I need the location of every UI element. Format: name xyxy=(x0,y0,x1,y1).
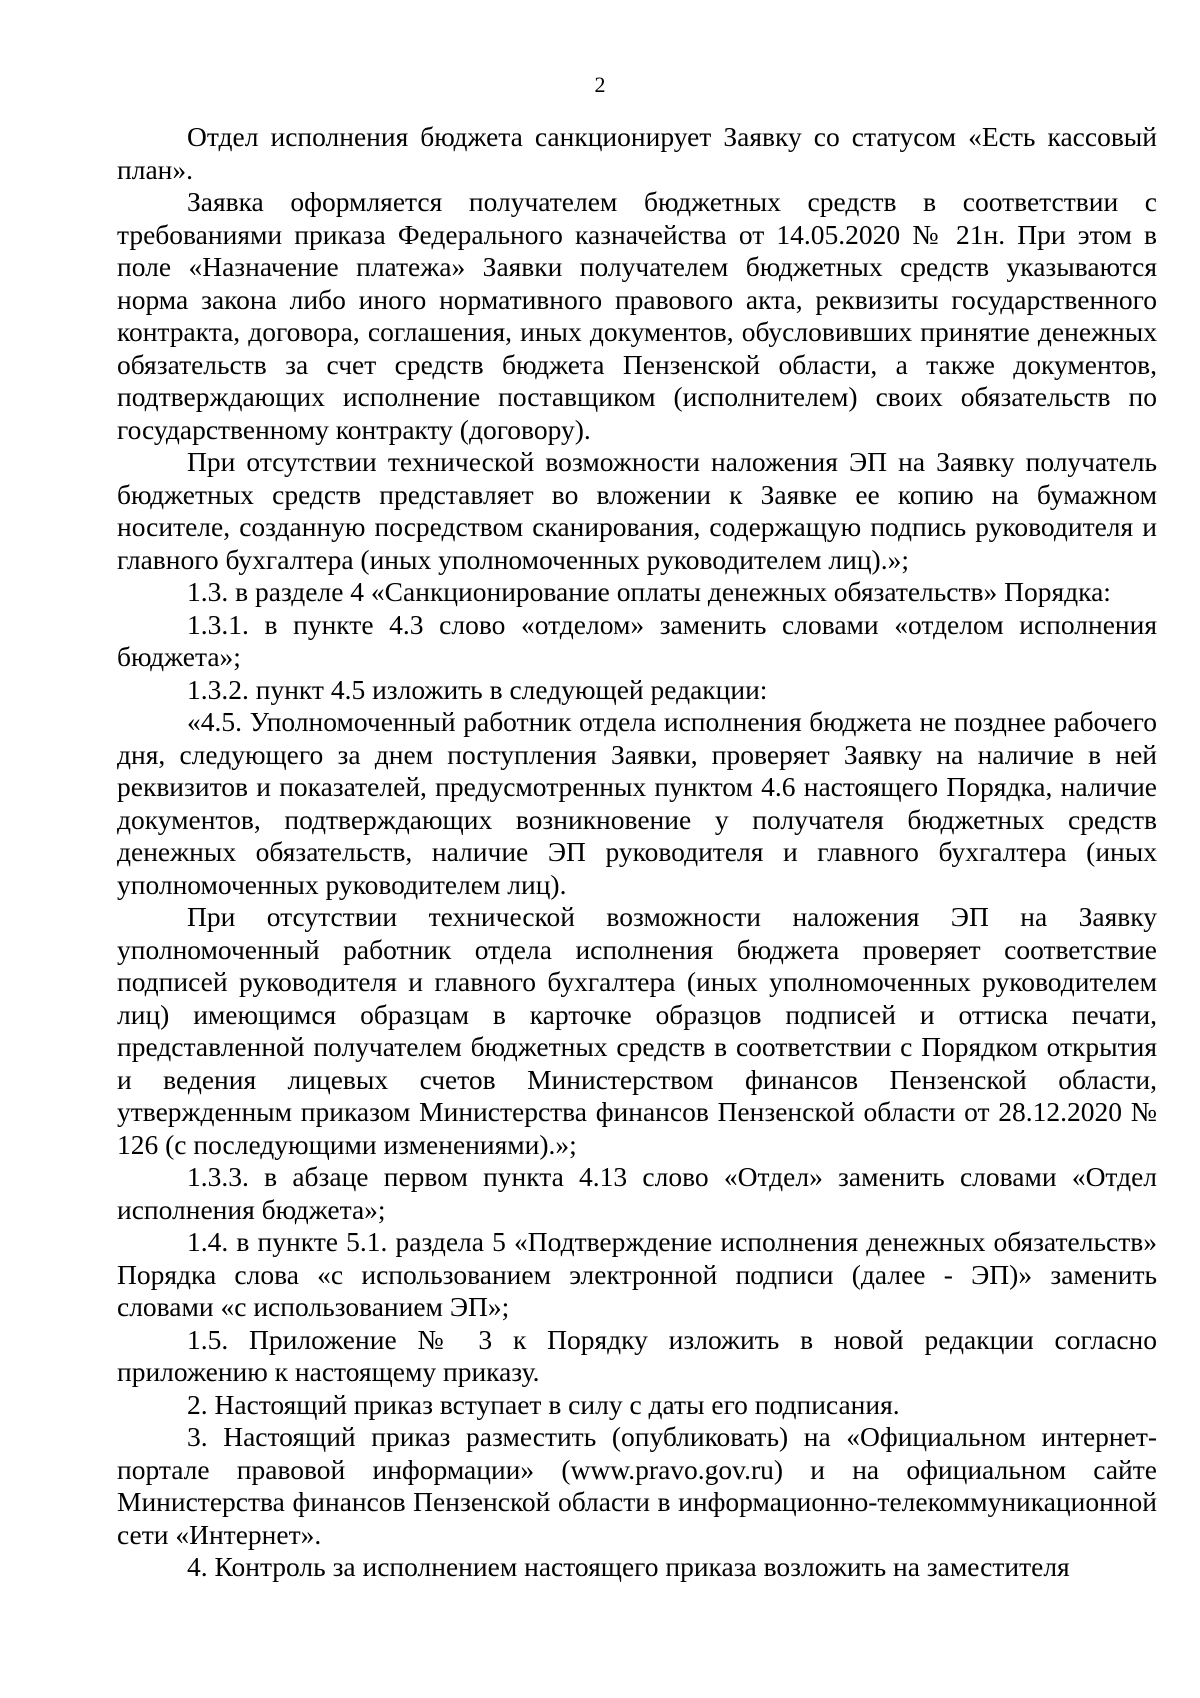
paragraph-budget-sanction: Отдел исполнения бюджета санкционирует Заявку со статусом «Есть кассовый план». xyxy=(117,121,1157,185)
page-number: 2 xyxy=(594,72,606,97)
paragraph-item-1-3: 1.3. в разделе 4 «Санкционирование оплаты денежных обязательств» Порядка: xyxy=(187,576,1111,607)
paragraph-item-2: 2. Настоящий приказ вступает в силу с даты его подписания. xyxy=(187,1388,900,1420)
paragraph-item-1-5: 1.5. Приложение № 3 к Порядку изложить в новой редакции согласно приложению к настоящему приказу. xyxy=(117,1323,1157,1387)
paragraph-item-1-3-2: 1.3.2. пункт 4.5 изложить в следующей редакции: xyxy=(187,673,768,705)
paragraph-item-4-5: «4.5. Уполномоченный работник отдела исполнения бюджета не позднее рабочего дня, следующего за днем поступления Заявки, проверяет Заявку на наличие в ней реквизитов и показателей, предусмотренных пунктом 4.6 настоящего Порядка, наличие документов, подтверждающих возникновение у получателя бюджетных средств денежных обязательств, наличие ЭП руководителя и главного бухгалтера (иных уполномоченных руководителем лиц). xyxy=(117,706,1157,900)
paragraph-no-signature-copy: При отсутствии технической возможности наложения ЭП на Заявку получатель бюджетных средств представляет во вложении к Заявке ее копию на бумажном носителе, созданную посредством сканирования, содержащую подпись руководителя и главного бухгалтера (иных уполномоченных руководителем лиц).»; xyxy=(117,446,1157,575)
paragraph-item-1-4: 1.4. в пункте 5.1. раздела 5 «Подтверждение исполнения денежных обязательств» Порядка слова «с использованием электронной подписи (далее - ЭП)» заменить словами «с использованием ЭП»; xyxy=(117,1226,1157,1322)
paragraph-item-4: 4. Контроль за исполнением настоящего приказа возложить на заместителя xyxy=(187,1551,1070,1582)
paragraph-item-1-3-3: 1.3.3. в абзаце первом пункта 4.13 слово «Отдел» заменить словами «Отдел исполнения бюджета»; xyxy=(117,1161,1157,1225)
paragraph-application-format: Заявка оформляется получателем бюджетных средств в соответствии с требованиями приказа Федерального казначейства от 14.05.2020 № 21н. При этом в поле «Назначение платежа» Заявки получателем бюджетных средств указываются норма закона либо иного нормативного правового акта, реквизиты государственного контракта, договора, соглашения, иных документов, обусловивших принятие денежных обязательств за счет средств бюджета Пензенской области, а также документов, подтверждающих исполнение поставщиком (исполнителем) своих обязательств по государственному контракту (договору). xyxy=(117,186,1157,445)
paragraph-item-1-3-1: 1.3.1. в пункте 4.3 слово «отделом» заменить словами «отделом исполнения бюджета»; xyxy=(117,608,1157,672)
paragraph-signature-check: При отсутствии технической возможности наложения ЭП на Заявку уполномоченный работник отдела исполнения бюджета проверяет соответствие подписей руководителя и главного бухгалтера (иных уполномоченных руководителем лиц) имеющимся образцам в карточке образцов подписей и оттиска печати, представленной получателем бюджетных средств в соответствии с Порядком открытия и ведения лицевых счетов Министерством финансов Пензенской области, утвержденным приказом Министерства финансов Пензенской области от 28.12.2020 № 126 (с последующими изменениями).»; xyxy=(117,901,1157,1160)
document-body xyxy=(117,121,1157,1584)
paragraph-item-3: 3. Настоящий приказ разместить (опубликовать) на «Официальном интернет-портале правовой информации» (www.pravo.gov.ru) и на официальном сайте Министерства финансов Пензенской области в информационно-телекоммуникационной сети «Интернет». xyxy=(117,1421,1157,1550)
